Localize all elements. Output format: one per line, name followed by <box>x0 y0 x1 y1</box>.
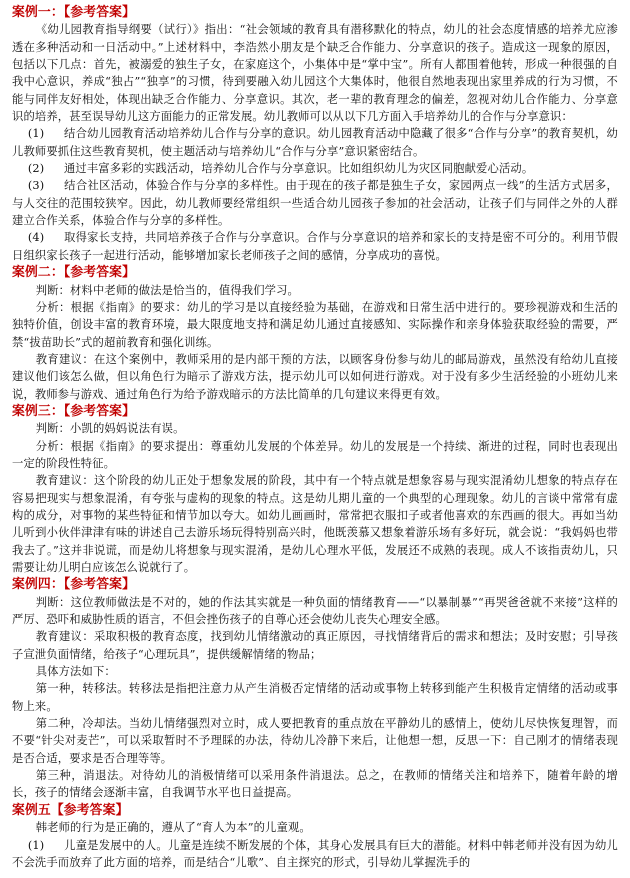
case4-method: 第一种，转移法。转移法是指把注意力从产生消极否定情绪的活动或事物上转移到能产生积极肯定情绪的活动或事物上来。 <box>12 682 618 713</box>
case5-heading: 案例五【参考答案】 <box>12 802 129 818</box>
case4-heading: 案例四：【参考答案】 <box>12 577 136 593</box>
item-number: (1) <box>27 838 45 852</box>
case5-judgement: 韩老师的行为是正确的，遵从了“育人为本”的儿童观。 <box>35 821 311 835</box>
case2-suggestion: 教育建议：在这个案例中，教师采用的是内部干预的方法，以顾客身份参与幼儿的邮局游戏，虽然没有给幼儿直接建议他们该怎么做，但以角色行为暗示了游戏方法，提示幼儿可以如何进行游戏。对于没有多少生活经验的小班幼儿来说，教师参与游戏、通过角色行为给予游戏暗示的方法比简单的几句建议来得更有效。 <box>12 352 618 401</box>
item-number: (3) <box>27 179 45 193</box>
item-text: 儿童是发展中的人。儿童是连续不断发展的个体，其身心发展具有巨大的潜能。材料中韩老师并没有因为幼儿不会洗手而放弃了此方面的培养，而是结合“儿歌”、自主探究的形式，引导幼儿掌握洗手的 <box>12 838 618 869</box>
case1-item <box>12 177 618 229</box>
case4-methods-intro: 具体方法如下： <box>35 665 116 679</box>
case1-item <box>12 160 618 177</box>
item-text: 取得家长支持，共同培养孩子合作与分享意识。合作与分享意识的培养和家长的支持是密不可分的。利用节假日组织家长孩子一起进行活动，能够增加家长老师孩子之间的感情，分享成功的喜悦。 <box>12 231 618 262</box>
case4-method: 第二种，冷却法。当幼儿情绪强烈对立时，成人要把教育的重点放在平静幼儿的感情上，使幼儿尽快恢复理智，而不要“针尖对麦芒”，可以采取暂时不予理睬的办法，待幼儿冷静下来后，让他想一想，反思一下：自己刚才的情绪表现是否合适，要求是否合理等等。 <box>12 717 618 765</box>
item-number: (2) <box>27 162 45 176</box>
case2-judgement: 判断：材料中老师的做法是恰当的，值得我们学习。 <box>35 283 299 297</box>
case3-judgement: 判断：小凯的妈妈说法有误。 <box>35 422 185 436</box>
item-text: 结合社区活动，体验合作与分享的多样性。由于现在的孩子都是独生子女，家园两点一线”的生活方式居多，与人交往的范围较狭窄。因此，幼儿教师要经常组织一些适合幼儿园孩子参加的社会活动，让孩子们与同伴之外的人群建立合作关系，体验合作与分享的多样性。 <box>12 179 618 228</box>
case4-judgement: 判断：这位教师做法是不对的，她的作法其实就是一种负面的情绪教育——“以暴制暴”“再哭爸爸就不来接”这样的严厉、恐吓和威胁性质的语言，不但会挫伤孩子的自尊心还会使幼儿丧失心理安全感。 <box>12 595 618 627</box>
case2-heading: 案例二：【参考答案】 <box>12 265 136 281</box>
case1-item <box>12 229 618 264</box>
case1-paragraph: 《幼儿园教育指导纲要（试行）》指出：“社会领域的教育具有潜移默化的特点，幼儿的社会态度情感的培养尤应渗透在多种活动和一日活动中。”上述材料中，李浩然小朋友是个缺乏合作能力、分享意识的孩子。造成这一现象的原因，包括以下几点：首先，被溺爱的独生子女，在家庭这个，小集体中是“掌中宝”。所有人都围着他转，形成一种很强的自我中心意识，养成“独占”“独享”的习惯，待到要融入幼儿园这个大集体时，他很自然地表现出家里养成的行为习惯，不能与同伴友好相处，体现出缺乏合作能力、分享意识。其次，老一辈的教育理念的偏差，忽视对幼儿合作能力、分享意识的培养，甚至误导幼儿这方面能力的正常发展。幼儿教师可以从以下几方面入手培养幼儿的合作与分享意识： <box>12 23 618 124</box>
case5-item <box>12 837 618 872</box>
case4-method: 第三种，消退法。对待幼儿的消极情绪可以采用条件消退法。总之，在教师的情绪关注和培养下，随着年龄的增长，孩子的情绪会逐渐丰富，自我调节水平也日益提高。 <box>12 769 618 800</box>
case1-heading: 案例一：【参考答案】 <box>12 5 136 20</box>
item-text: 通过丰富多彩的实践活动，培养幼儿合作与分享意识。比如组织幼儿为灾区同胞献爱心活动。 <box>63 162 534 176</box>
case2-analysis: 分析：根据《指南》的要求：幼儿的学习是以直接经验为基础，在游戏和日常生活中进行的。要珍视游戏和生活的独特价值，创设丰富的教育环境，最大限度地支持和满足幼儿通过直接感知、实际操作和亲身体验获取经验的需要，严禁“拔苗助长”式的超前教育和强化训练。 <box>12 300 618 349</box>
item-number: (4) <box>27 231 45 245</box>
case3-suggestion: 教育建议：这个阶段的幼儿正处于想象发展的阶段，其中有一个特点就是想象容易与现实混淆幼儿想象的特点存在容易把现实与想象混淆，有夸张与虚构的现象的特点。这是幼儿期儿童的一个典型的心理现象。幼儿的言谈中常常有虚构的成分，对事物的某些特征和情节加以夸大。如幼儿画画时，常常把衣服扣子或者他喜欢的东西画的很大。再如当幼儿听到小伙伴津津有味的讲述自己去游乐场玩得特别高兴时，他既羡慕又想象着游乐场有多好玩，就会说：“我妈妈也带我去了。”这并非说谎，而是幼儿将想象与现实混淆，是幼儿心理水平低，发展还不成熟的表现。成人不该指责幼儿，只需要让幼儿明白应该怎么说就行了。 <box>12 474 618 574</box>
case1-item <box>12 125 618 160</box>
case4-suggestion: 教育建议：采取积极的教育态度，找到幼儿情绪激动的真正原因，寻找情绪背后的需求和想法；及时安慰；引导孩子宣泄负面情绪，给孩子“心理玩具”，提供缓解情绪的物品； <box>12 630 618 661</box>
item-number: (1) <box>27 127 45 141</box>
case3-analysis: 分析：根据《指南》的要求提出：尊重幼儿发展的个体差异。幼儿的发展是一个持续、渐进的过程，同时也表现出一定的阶段性特征。 <box>12 439 618 470</box>
case3-heading: 案例三：【参考答案】 <box>12 403 136 419</box>
answer-document <box>12 4 618 871</box>
item-text: 结合幼儿园教育活动培养幼儿合作与分享的意识。幼儿园教育活动中隐藏了很多“合作与分享”的教育契机，幼儿教师要抓住这些教育契机，使主题活动与培养幼儿“合作与分享”意识紧密结合。 <box>12 127 618 158</box>
